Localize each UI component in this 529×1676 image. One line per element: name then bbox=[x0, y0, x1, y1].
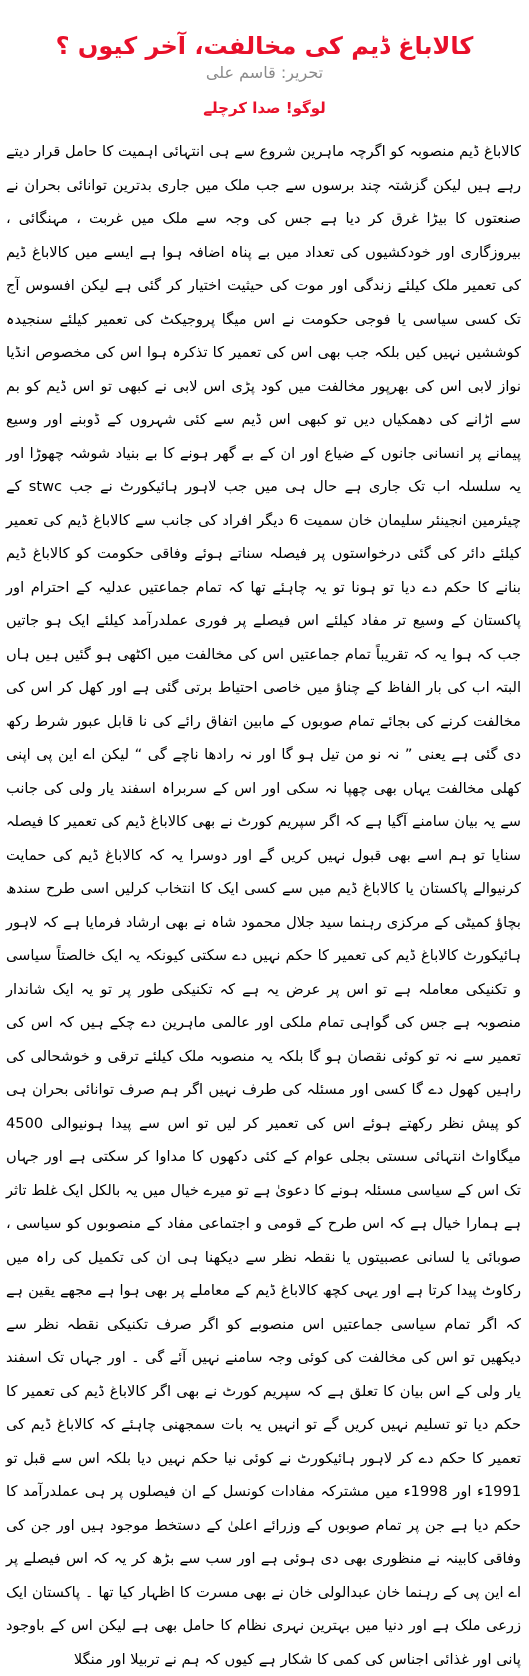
article-tagline: لوگو! صدا کرچلے bbox=[203, 99, 326, 117]
article-headline: کالاباغ ڈیم کی مخالفت، آخر کیوں ؟ bbox=[55, 32, 474, 61]
article-byline: تحریر: قاسم علی bbox=[205, 63, 324, 82]
article-body: کالاباغ ڈیم منصوبہ کو اگرچہ ماہرین شروع سے ہی انتہائی اہمیت کا حامل قرار دیتے رہے ہیں لیکن گزشتہ چند برسوں سے جب ملک میں جاری بدترین توانائی بحران نے صنعتوں کا بیڑا غرق کر دیا ہے جس کی وجہ سے ملک میں غربت ، مہنگائی ، بیروزگاری اور خودکشیوں کی تعداد میں بے پناہ اضافہ ہوا ہے ایسے میں کالاباغ ڈیم کی تعمیر ملک کیلئے زندگی اور موت کی حیثیت اختیار کر گئی ہے لیکن افسوس آج تک کسی سیاسی یا فوجی حکومت نے اس میگا پروجیکٹ کی تعمیر کیلئے سنجیدہ کوششیں نہیں کیں بلکہ جب بھی اس کی تعمیر کا تذکرہ ہوا اس کی مخصوص انڈیا نواز لابی اس کی بھرپور مخالفت میں کود پڑی اس لابی نے کبھی تو اس ڈیم کو بم سے اڑانے کی دھمکیاں دیں تو کبھی اس ڈیم سے کئی شہروں کے ڈوبنے اور وسیع پیمانے پر انسانی جانوں کے ضیاع اور ان کے بے گھر ہونے کا بے بنیاد شوشہ چھوڑا اور یہ سلسلہ اب تک جاری ہے حال ہی میں جب لاہور ہائیکورٹ نے جب stwc کے چیئرمین انجینئر سلیمان خان سمیت 6 دیگر افراد کی جانب سے کالاباغ ڈیم کی تعمیر کیلئے دائر کی گئی درخواستوں پر فیصلہ سناتے ہوئے وفاقی حکومت کو کالاباغ ڈیم بنانے کا حکم دے دیا تو ہونا تو یہ چاہئے تھا کہ تمام جماعتیں عدلیہ کے احترام اور پاکستان کے وسیع تر مفاد کیلئے اس فیصلے پر فوری عملدرآمد کیلئے ایک ہو جاتیں جب کہ ہوا یہ کہ تقریباً تمام جماعتیں اس کی مخالفت میں اکٹھی ہو گئیں ہیں ہاں البتہ اب کی بار الفاظ کے چناؤ میں خاصی احتیاط برتی گئی ہے اور کھل کر اس کی مخالفت کرنے کی بجائے تمام صوبوں کے مابین اتفاق رائے کی نا قابل عبور شرط رکھ دی گئی ہے یعنی ” نہ نو من تیل ہو گا اور نہ رادھا ناچے گی “ لیکن اے این پی اپنی کھلی مخالفت یہاں بھی چھپا نہ سکی اور اس کے سربراہ اسفند یار ولی کی جانب سے یہ بیان سامنے آگیا ہے کہ اگر سپریم کورٹ نے بھی کالاباغ ڈیم کی تعمیر کا فیصلہ سنایا تو ہم اسے بھی قبول نہیں کریں گے اور دوسرا یہ کہ کالاباغ ڈیم کی حمایت کرنیوالے پاکستان یا کالاباغ ڈیم میں سے کسی ایک کا انتخاب کرلیں اسی طرح سندھ بچاؤ کمیٹی کے مرکزی رہنما سید جلال محمود شاہ نے بھی ارشاد فرمایا ہے کہ لاہور ہائیکورٹ کالاباغ ڈیم کی تعمیر کا حکم نہیں دے سکتی کیونکہ یہ ایک خالصتاً سیاسی و تکنیکی معاملہ ہے تو اس پر عرض یہ ہے کہ تکنیکی طور پر تو یہ ایک شاندار منصوبہ ہے جس کی گواہی تمام ملکی اور عالمی ماہرین دے چکے ہیں کہ اس کی تعمیر سے نہ تو کوئی نقصان ہو گا بلکہ یہ منصوبہ ملک کیلئے ترقی و خوشحالی کی راہیں کھول دے گا کسی اور مسئلہ کی طرف نہیں اگر ہم صرف توانائی بحران ہی کو پیش نظر رکھتے ہوئے اس کی تعمیر کر لیں تو اس سے پیدا ہونیوالی 4500 میگاواٹ انتہائی سستی بجلی عوام کے کئی دکھوں کا مداوا کر سکتی ہے اور جہاں تک اس کے سیاسی مسئلہ ہونے کا دعویٰ ہے تو میرے خیال میں یہ بالکل ایک غلط تاثر ہے ہمارا خیال ہے کہ اس طرح کے قومی و اجتماعی مفاد کے منصوبوں کو سیاسی ، صوبائی یا لسانی عصبیتوں یا نقطہ نظر سے دیکھنا ہی ان کی تکمیل کی راہ میں رکاوٹ پیدا کرتا ہے اور یہی کچھ کالاباغ ڈیم کے معاملے پر بھی ہوا ہے مجھے یقین ہے کہ اگر تمام سیاسی جماعتیں اس منصوبے کو اگر صرف تکنیکی نقطہ نظر سے دیکھیں تو اس کی مخالفت کی کوئی وجہ سامنے نہیں آئے گی ۔ اور جہاں تک اسفند یار ولی کے اس بیان کا تعلق ہے کہ سپریم کورٹ نے بھی اگر کالاباغ ڈیم کی تعمیر کا حکم دیا تو تسلیم نہیں کریں گے تو انہیں یہ بات سمجھنی چاہئے کہ کالاباغ ڈیم کی تعمیر کا حکم دے کر لاہور ہائیکورٹ نے کوئی نیا حکم نہیں دیا بلکہ اس سے قبل تو 1991ء اور 1998ء میں مشترکہ مفادات کونسل کے ان فیصلوں پر ہی عملدرآمد کا حکم دیا ہے جن پر تمام صوبوں کے وزرائے اعلیٰ کے دستخط موجود ہیں اور جن کی وفاقی کابینہ نے منظوری بھی دی ہوئی ہے اور سب سے بڑھ کر یہ کہ اس فیصلے پر اے این پی کے رہنما خان عبدالولی خان نے بھی مسرت کا اظہار کیا تھا ۔ پاکستان ایک زرعی ملک ہے اور دنیا میں بہترین نہری نظام کا حامل بھی ہے لیکن اس کے باوجود پانی اور غذائی اجناس کی کمی کا شکار ہے کیوں کہ ہم نے تربیلا اور منگلا bbox=[6, 143, 522, 1668]
